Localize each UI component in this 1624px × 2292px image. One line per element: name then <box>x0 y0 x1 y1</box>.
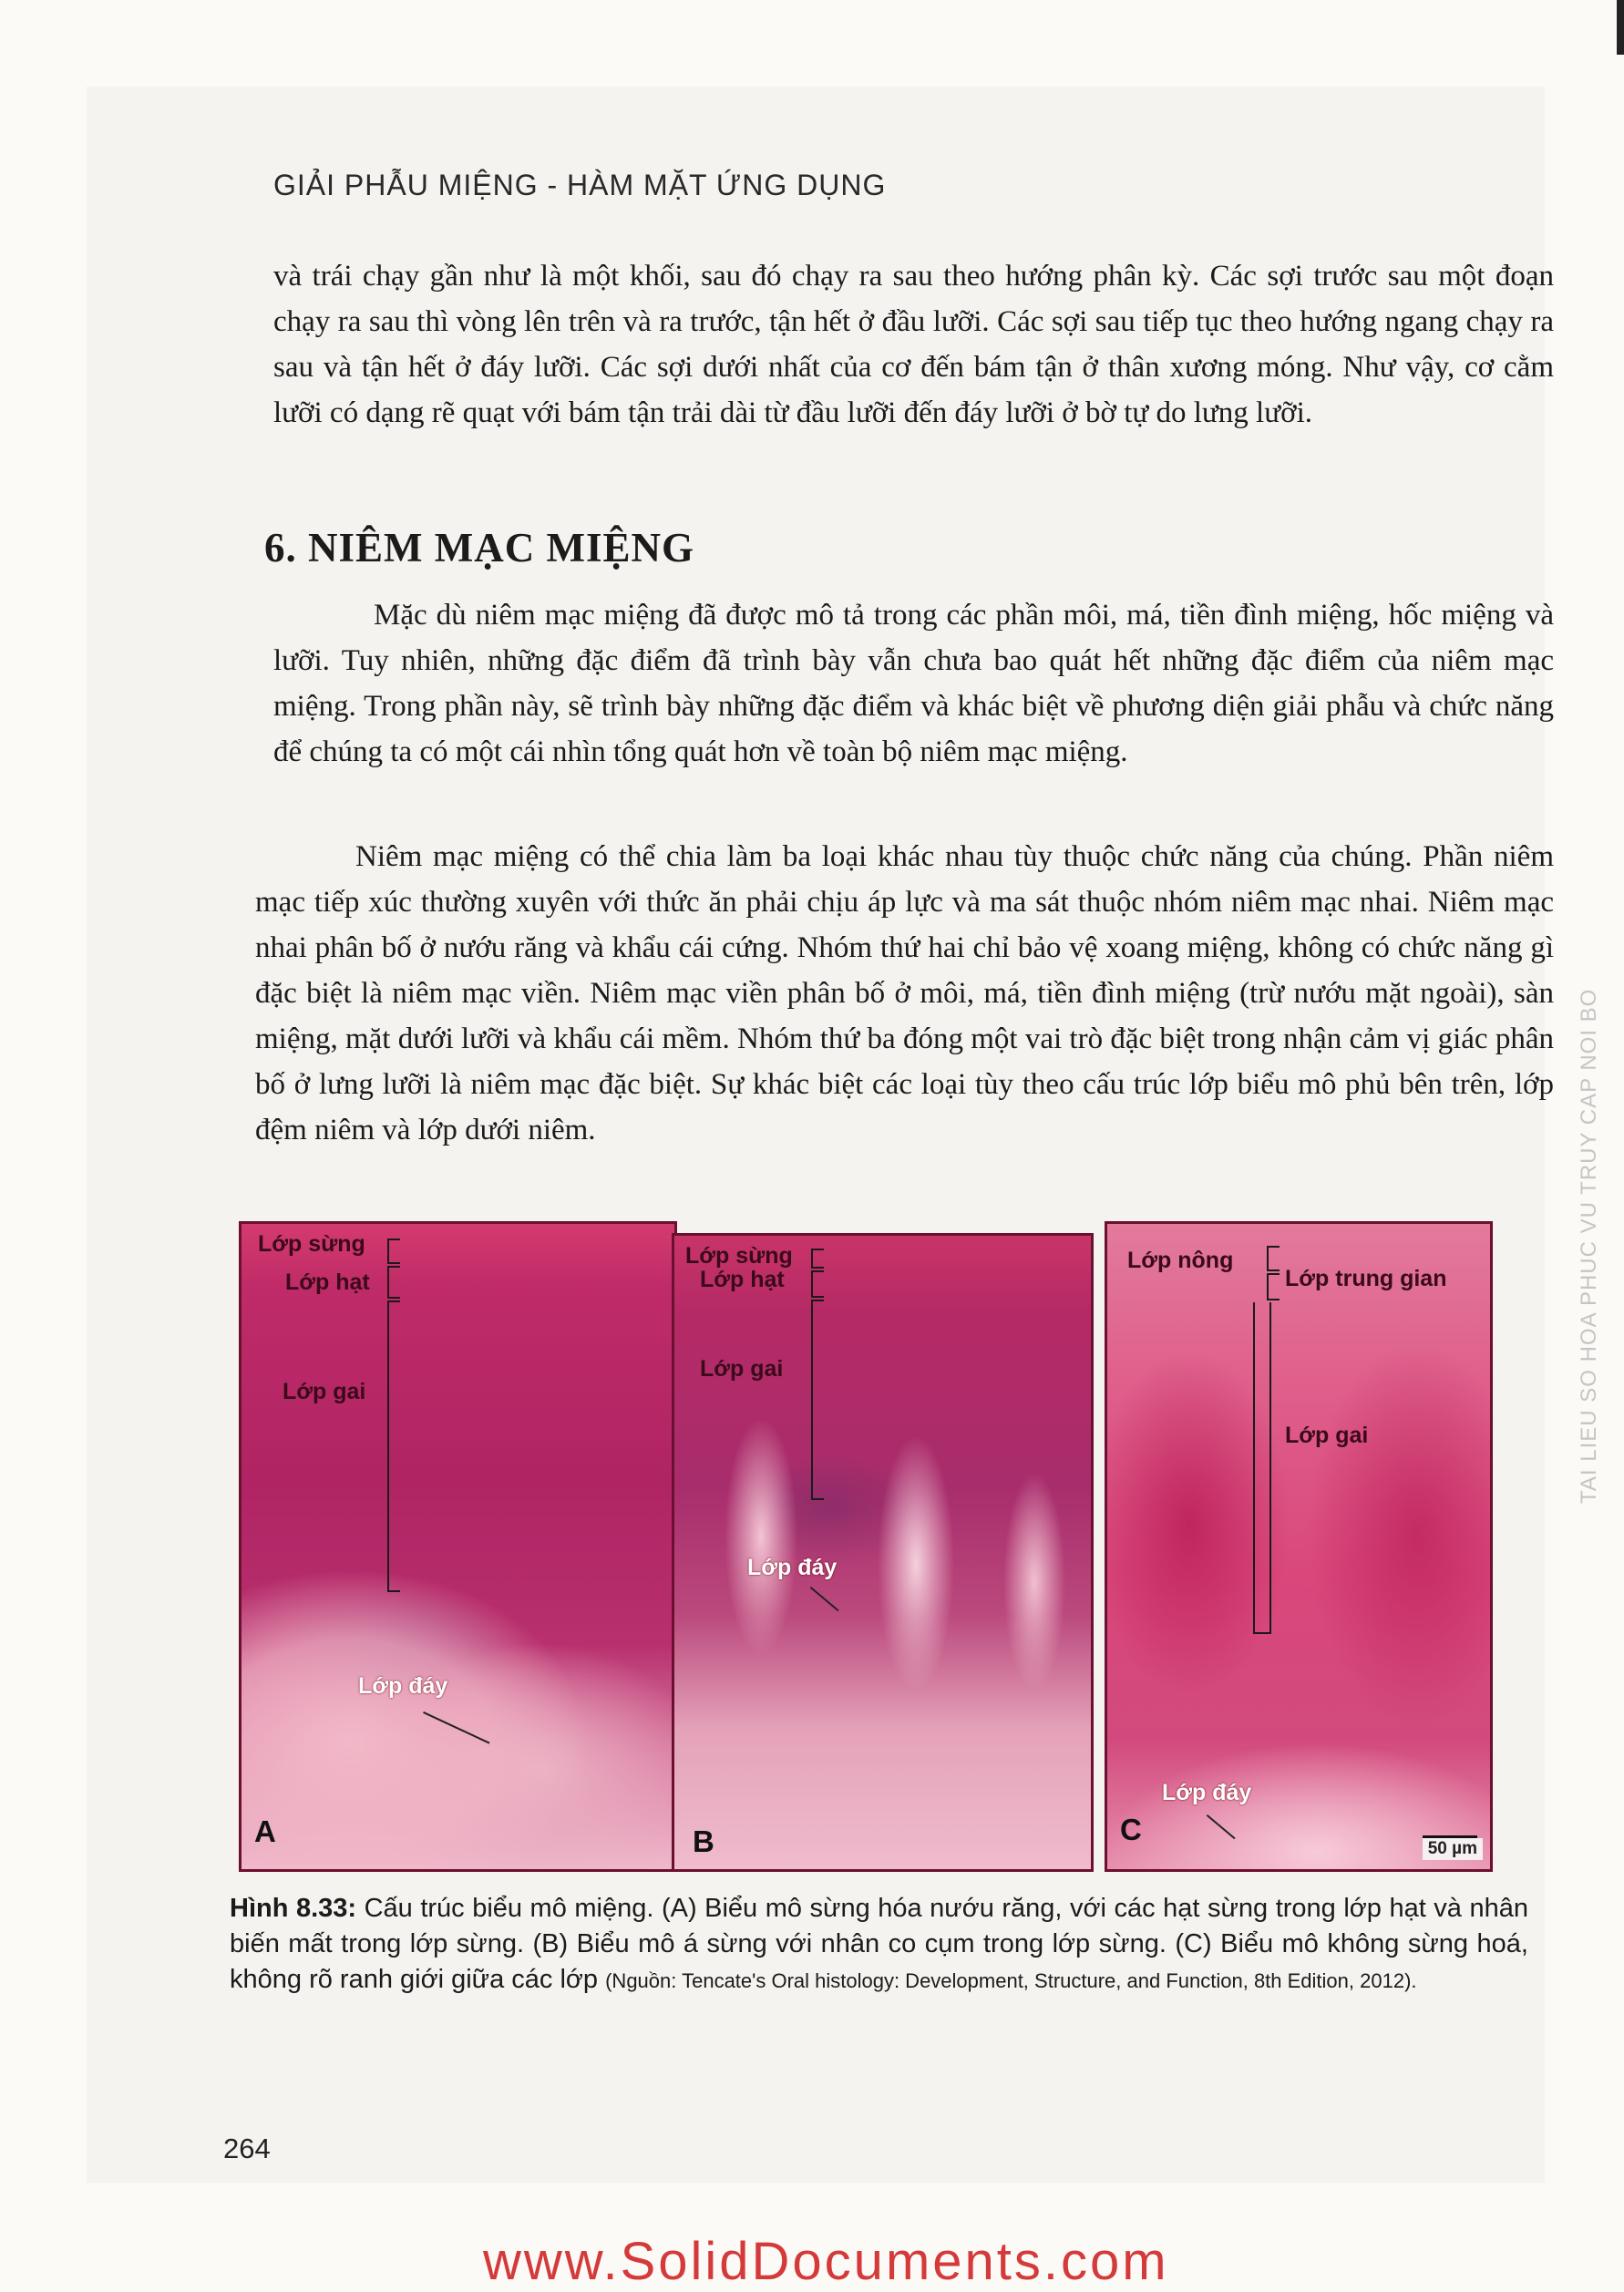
scan-edge-mark <box>1617 0 1624 55</box>
panel-letter-b: B <box>693 1824 714 1858</box>
running-head: GIẢI PHẪU MIỆNG - HÀM MẶT ỨNG DỤNG <box>273 169 887 201</box>
bracket-lop-nong-c <box>1267 1246 1280 1271</box>
pointer-lop-day-a <box>423 1711 489 1744</box>
label-lop-nong-c: Lớp nông <box>1127 1248 1234 1273</box>
label-lop-gai-b: Lớp gai <box>700 1356 784 1382</box>
side-watermark: TAI LIEU SO HOA PHUC VU TRUY CAP NOI BO <box>1577 988 1601 1504</box>
section-title: 6. NIÊM MẠC MIỆNG <box>264 525 694 570</box>
figure-panel-c <box>1105 1221 1493 1872</box>
pointer-lop-day-b <box>810 1587 839 1611</box>
label-lop-day-c: Lớp đáy <box>1162 1780 1252 1805</box>
label-lop-hat-a: Lớp hạt <box>285 1269 370 1295</box>
label-lop-gai-c: Lớp gai <box>1285 1423 1369 1448</box>
scale-bar-label: 50 µm <box>1423 1838 1483 1860</box>
bracket-lop-hat-a <box>387 1266 400 1299</box>
paragraph-3: Niêm mạc miệng có thể chia làm ba loại khác nhau tùy thuộc chức năng của chúng. Phần niêm mạc tiếp xúc thường xuyên với thức ăn phải chịu áp lực và ma sát thuộc nhóm niêm mạc nhai. Niêm mạc nhai phân bố ở nướu răng và khẩu cái cứng. Nhóm thứ hai chỉ bảo vệ xoang miệng, không có chức năng gì đặc biệt là niêm mạc viền. Niêm mạc viền phân bố ở môi, má, tiền đình miệng (trừ nướu mặt ngoài), sàn miệng, mặt dưới lưỡi và khẩu cái mềm. Nhóm thứ ba đóng một vai trò đặc biệt trong nhận cảm vị giác phân bố ở lưng lưỡi là niêm mạc đặc biệt. Sự khác biệt các loại tùy theo cấu trúc lớp biểu mô phủ bên trên, lớp đệm niêm và lớp dưới niêm. <box>255 840 1554 1146</box>
bracket-lop-gai-c <box>1253 1302 1271 1634</box>
label-lop-gai-a: Lớp gai <box>283 1379 366 1404</box>
histology-figure <box>239 1221 1493 1872</box>
bracket-lop-gai-b <box>811 1300 824 1500</box>
page-number: 264 <box>223 2133 271 2164</box>
caption-text: Cấu trúc biểu mô miệng. (A) Biểu mô sừng hóa nướu răng, với các hạt sừng trong lớp hạt và nhân biến mất trong lớp sừng. (B) Biểu mô á sừng với nhân co cụm trong lớp sừng. (C) Biểu mô không sừng hoá, không rõ ranh giới giữa các lớp <box>230 1894 1528 1994</box>
figure-panel-a <box>239 1221 677 1872</box>
footer-watermark-link: www.SolidDocuments.com <box>483 2232 1169 2291</box>
label-lop-sung-a: Lớp sừng <box>258 1231 365 1257</box>
panel-letter-c: C <box>1120 1813 1142 1846</box>
bracket-lop-gai-a <box>387 1300 400 1592</box>
figure-caption <box>230 1891 1528 1999</box>
pointer-lop-day-c <box>1207 1814 1236 1839</box>
bracket-lop-hat-b <box>811 1270 824 1298</box>
paragraph-2: Mặc dù niêm mạc miệng đã được mô tả trong các phần môi, má, tiền đình miệng, hốc miệng và lưỡi. Tuy nhiên, những đặc điểm đã trình bày vẫn chưa bao quát hết những đặc điểm của niêm mạc miệng. Trong phần này, sẽ trình bày những đặc điểm và khác biệt về phương diện giải phẫu và chức năng để chúng ta có một cái nhìn tổng quát hơn về toàn bộ niêm mạc miệng. <box>273 599 1554 768</box>
label-lop-trung-gian-c: Lớp trung gian <box>1285 1266 1447 1291</box>
label-lop-day-a: Lớp đáy <box>358 1673 448 1699</box>
bracket-lop-sung-b <box>811 1249 824 1269</box>
caption-source: (Nguồn: Tencate's Oral histology: Development, Structure, and Function, 8th Edition, 2012). <box>605 1969 1417 1992</box>
paragraph-1: và trái chạy gần như là một khối, sau đó chạy ra sau theo hướng phân kỳ. Các sợi trước sau một đoạn chạy ra sau thì vòng lên trên và ra trước, tận hết ở đầu lưỡi. Các sợi sau tiếp tục theo hướng ngang chạy ra sau và tận hết ở đáy lưỡi. Các sợi dưới nhất của cơ đến bám tận ở thân xương móng. Như vậy, cơ cằm lưỡi có dạng rẽ quạt với bám tận trải dài từ đầu lưỡi đến đáy lưỡi ở bờ tự do lưng lưỡi. <box>273 260 1554 429</box>
label-lop-sung-b: Lớp sừng <box>685 1243 793 1269</box>
panel-letter-a: A <box>254 1814 276 1848</box>
label-lop-hat-b: Lớp hạt <box>700 1267 785 1292</box>
label-lop-day-b: Lớp đáy <box>747 1555 838 1580</box>
caption-head: Hình 8.33: <box>230 1894 357 1923</box>
bracket-lop-trung-gian-c <box>1267 1273 1280 1300</box>
bracket-lop-sung-a <box>387 1239 400 1264</box>
figure-panel-b <box>672 1233 1094 1872</box>
